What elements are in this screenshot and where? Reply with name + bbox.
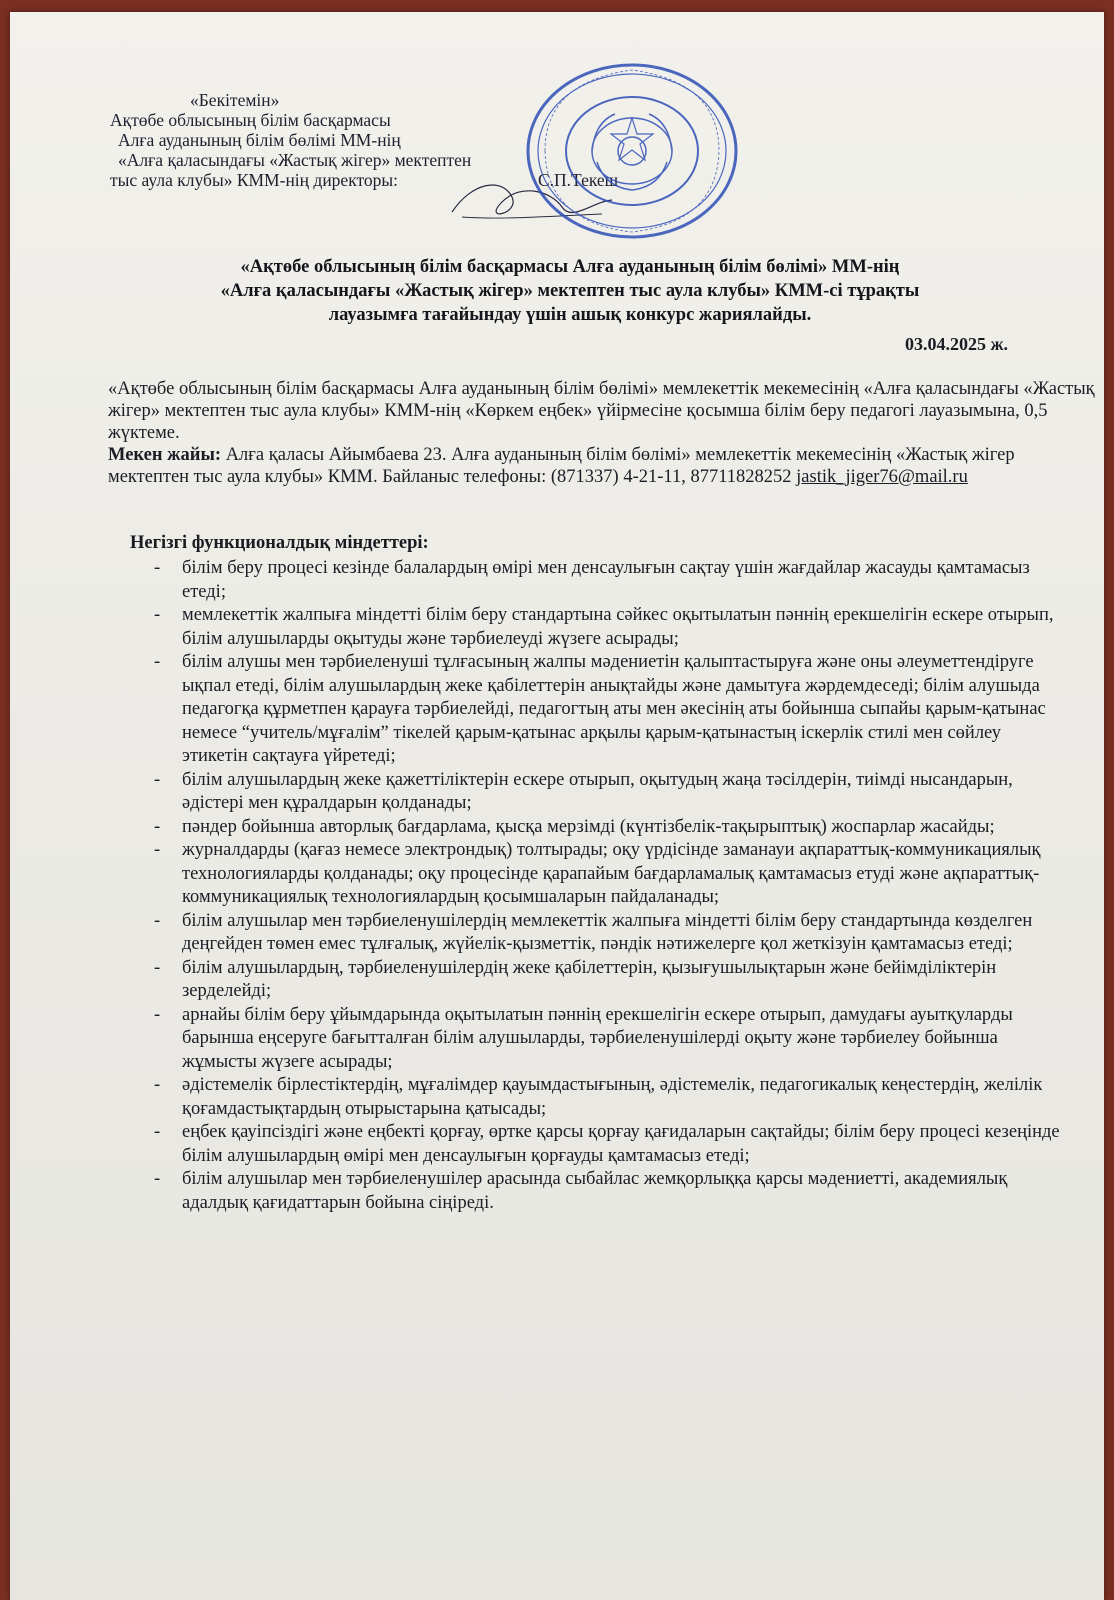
announcement-title: [90, 255, 1050, 327]
email-link[interactable]: jastik_jiger76@mail.ru: [796, 467, 968, 487]
approval-line-1: Ақтөбе облысының білім басқармасы: [110, 110, 391, 130]
director-name: С.П.Текеш: [538, 170, 619, 190]
duty-item: - пәндер бойынша авторлық бағдарлама, қысқа мерзімді (күнтізбелік-тақырыптық) жоспарлар жасайды;: [130, 816, 1060, 840]
announcement-date: 03.04.2025 ж.: [904, 334, 1008, 354]
address-label: Мекен жайы:: [108, 445, 222, 465]
duty-item: - журналдарды (қағаз немесе электрондық) толтырады; оқу үрдісінде заманауи ақпараттық-коммуникациялық технологияларды қолданады; оқу процесінде қарапайым бағдарламалық қамтамасыз етуді және ақпараттық-коммуникациялық технологиялардың қосымшаларын пайдаланады;: [130, 839, 1060, 910]
duty-item: - білім алушылар мен тәрбиеленушілердің мемлекеттік жалпыға міндетті білім беру стандартында көзделген деңгейден төмен емес тұлғалық, жүйелік-қызметтік, пәндік нәтижелерге қол жеткізуін қамтамасыз етеді;: [130, 910, 1060, 957]
duty-item: - мемлекеттік жалпыға міндетті білім беру стандартына сәйкес оқытылатын пәннің ерекшелігін ескере отырып, білім алушыларды оқытуды және тәрбиелеуді жүзеге асырады;: [130, 604, 1060, 651]
duty-item: - білім беру процесі кезінде балалардың өмірі мен денсаулығын сақтау үшін жағдайлар жасауды қамтамасыз етеді;: [130, 557, 1060, 604]
address-paragraph: [108, 444, 1098, 488]
approval-line-3: «Алға қаласындағы «Жастық жігер» мектептен: [118, 150, 472, 170]
official-stamp-icon: [525, 62, 740, 240]
title-line-3: лауазымға тағайындау үшін ашық конкурс жариялайды.: [328, 305, 812, 325]
duties-title: Негізгі функционалдық міндеттері:: [130, 533, 429, 553]
duties-list: [130, 557, 1060, 1215]
duty-item: - білім алушылар мен тәрбиеленушілер арасында сыбайлас жемқорлыққа қарсы мәдениетті, академиялық адалдық қағидаттарын бойына сіңіреді.: [130, 1168, 1060, 1215]
duty-item: - білім алушы мен тәрбиеленуші тұлғасының жалпы мәдениетін қалыптастыруға және оны әлеуметтендіруге ықпал етеді, білім алушылардың жеке қабілеттерін анықтайды және дамытуға жәрдемдеседі; білім алушыда педагогқа құрметпен қарауға тәрбиелейді, педагогтың аты мен әкесінің аты бойынша сыпайы қарым-қатынас немесе “учитель/мұғалім” тікелей қарым-қатынас арқылы қарым-қатынастың іскерлік стилі мен сөйлеу этикетін сақтауға үйретеді;: [130, 651, 1060, 769]
intro-section: [108, 378, 1098, 488]
title-line-2: «Алға қаласындағы «Жастық жігер» мектептен тыс аула клубы» КММ-сі тұрақты: [220, 281, 920, 301]
duty-item: - еңбек қауіпсіздігі және еңбекті қорғау, өртке қарсы қорғау қағидаларын сақтайды; білім беру процесі кезеңінде білім алушылардың өмірі мен денсаулығын қорғауды қамтамасыз етеді;: [130, 1121, 1060, 1168]
address-text: Алға қаласы Айымбаева 23. Алға ауданының білім бөлімі» мемлекеттік мекемесінің «Жастық жігер мектептен тыс аула клубы» КММ. Байланыс телефоны: (871337) 4-21-11, 87711828252: [108, 445, 1015, 487]
title-line-1: «Ақтөбе облысының білім басқармасы Алға ауданының білім бөлімі» ММ-нің: [240, 257, 900, 277]
document-page: [10, 12, 1104, 1600]
duty-item: - әдістемелік бірлестіктердің, мұғалімдер қауымдастығының, әдістемелік, педагогикалық кеңестердің, желілік қоғамдастықтардың отырыстарына қатысады;: [130, 1074, 1060, 1121]
approval-line-2: Алға ауданының білім бөлімі ММ-нің: [118, 130, 401, 150]
intro-paragraph: «Ақтөбе облысының білім басқармасы Алға ауданының білім бөлімі» мемлекеттік мекемесінің «Алға қаласындағы «Жастық жігер» мектептен тыс аула клубы» КММ-нің «Көркем еңбек» үйірмесіне қосымша білім беру педагогі лауазымына, 0,5 жүктеме.: [108, 379, 1095, 443]
duty-item: - білім алушылардың, тәрбиеленушілердің жеке қабілеттерін, қызығушылықтарын және бейімділіктерін зерделейді;: [130, 957, 1060, 1004]
duty-item: - білім алушылардың жеке қажеттіліктерін ескере отырып, оқытудың жаңа тәсілдерін, тиімді нысандарын, әдістері мен құралдарын қолданады;: [130, 769, 1060, 816]
duty-item: - арнайы білім беру ұйымдарында оқытылатын пәннің ерекшелігін ескере отырып, дамудағы ауытқуларды барынша еңсеруге бағытталған білім алушыларды, тәрбиеленушілерді оқыту және тәрбиелеу бойынша жұмысты жүзеге асырады;: [130, 1004, 1060, 1075]
approval-label: «Бекітемін»: [190, 90, 280, 110]
approval-line-4: тыс аула клубы» КММ-нің директоры:: [110, 170, 399, 190]
